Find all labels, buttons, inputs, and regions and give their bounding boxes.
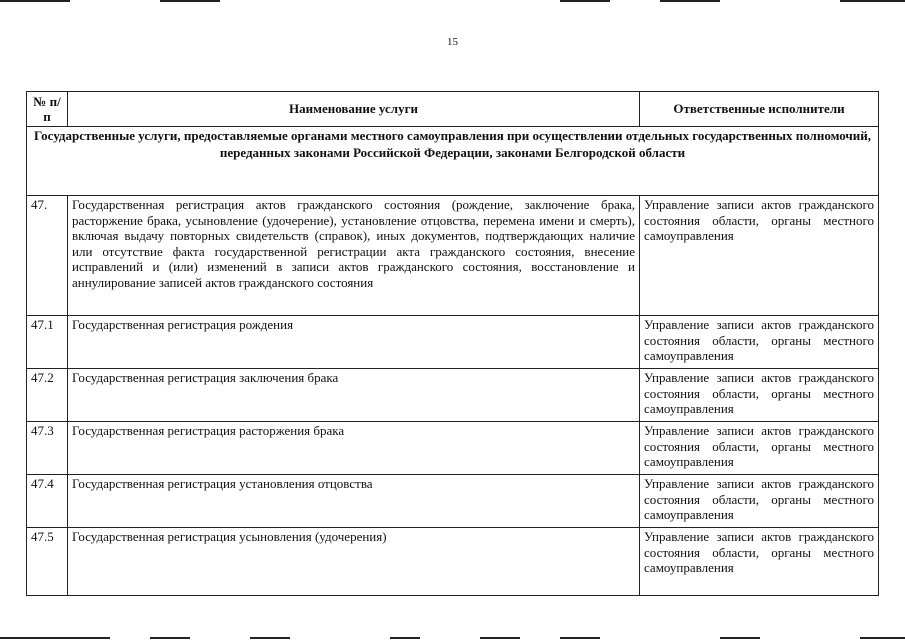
scan-mark [480,637,520,639]
scan-mark [0,0,70,2]
header-responsible: Ответственные исполнители [640,92,879,127]
service-name: Государственная регистрация актов гражданского состояния (рождение, заключение брака, расторжение брака, усыновление (удочерение), установление отцовства, перемена имени и смерть), включая выдачу повторных свидетельств (справок), иных документов, подтверждающих наличие или отсутствие факта государственной регистрации акта гражданского состояния, внесение исправлений и (или) изменений в записи актов гражданского состояния, восстановление и аннулирование записей актов гражданского состояния [68,196,640,316]
table-row [27,528,879,596]
scan-mark [160,0,220,2]
table-row [27,475,879,528]
scan-mark [860,637,905,639]
row-number: 47.3 [27,422,68,475]
services-table [26,91,879,596]
scan-mark [840,0,905,2]
section-row [27,127,879,196]
scan-mark [150,637,190,639]
responsible-party: Управление записи актов гражданского состояния области, органы местного самоуправления [640,475,879,528]
header-number: № п/п [27,92,68,127]
responsible-party: Управление записи актов гражданского состояния области, органы местного самоуправления [640,369,879,422]
scan-mark [390,637,420,639]
service-name: Государственная регистрация рождения [68,316,640,369]
service-name: Государственная регистрация установления отцовства [68,475,640,528]
scan-mark [560,637,600,639]
responsible-party: Управление записи актов гражданского состояния области, органы местного самоуправления [640,422,879,475]
scan-mark [560,0,610,2]
table-row [27,369,879,422]
table-row [27,196,879,316]
section-title: Государственные услуги, предоставляемые органами местного самоуправления при осуществлении отдельных государственных полномочий, переданных законами Российской Федерации, законами Белгородской области [27,127,879,196]
row-number: 47.2 [27,369,68,422]
service-name: Государственная регистрация усыновления (удочерения) [68,528,640,596]
page-number: 15 [447,36,458,48]
scan-mark [250,637,290,639]
responsible-party: Управление записи актов гражданского состояния области, органы местного самоуправления [640,196,879,316]
row-number: 47.4 [27,475,68,528]
responsible-party: Управление записи актов гражданского состояния области, органы местного самоуправления [640,316,879,369]
scan-mark [0,637,110,639]
header-service-name: Наименование услуги [68,92,640,127]
table-header-row [27,92,879,127]
row-number: 47.5 [27,528,68,596]
table-row [27,316,879,369]
service-name: Государственная регистрация расторжения брака [68,422,640,475]
scan-mark [720,637,760,639]
responsible-party: Управление записи актов гражданского состояния области, органы местного самоуправления [640,528,879,596]
scan-mark [660,0,720,2]
table-row [27,422,879,475]
service-name: Государственная регистрация заключения брака [68,369,640,422]
row-number: 47.1 [27,316,68,369]
row-number: 47. [27,196,68,316]
